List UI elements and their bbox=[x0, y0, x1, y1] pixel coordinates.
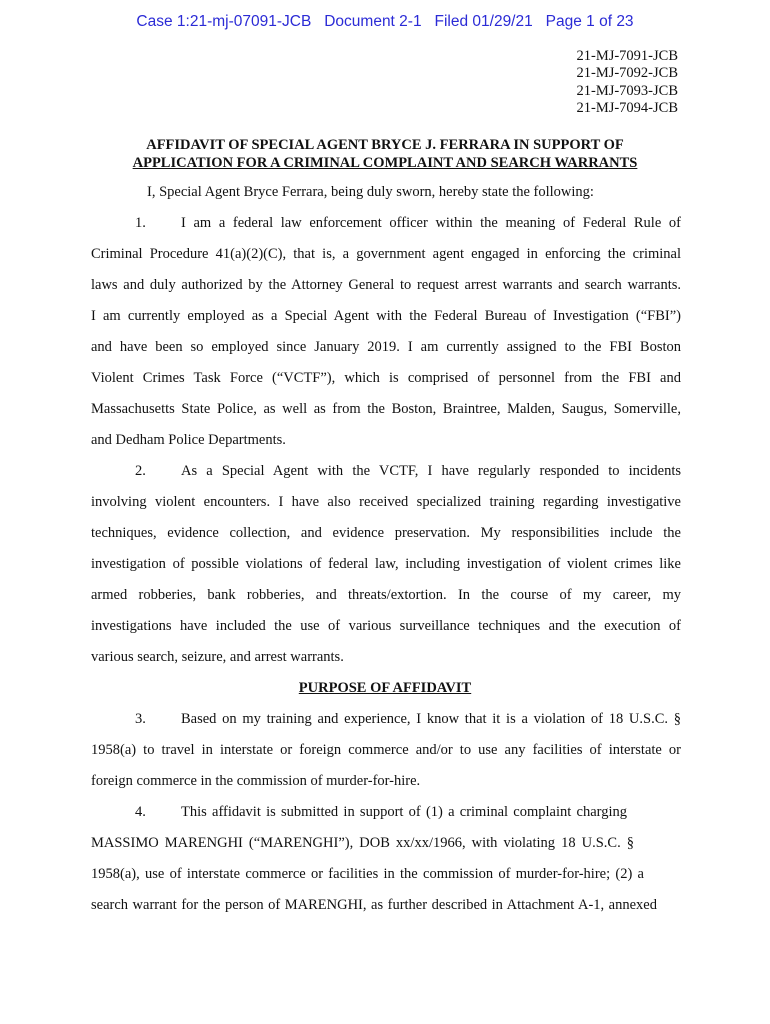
paragraph-number: 4. bbox=[135, 804, 146, 820]
case-number: 21-MJ-7093-JCB bbox=[576, 82, 678, 99]
paragraph-2-line: techniques, evidence collection, and evidence preservation. My responsibilities include the bbox=[91, 525, 681, 541]
paragraph-1-line: and Dedham Police Departments. bbox=[91, 432, 286, 448]
paragraph-4-line: search warrant for the person of MARENGHI, as further described in Attachment A-1, annexed bbox=[91, 897, 657, 913]
case-number-block bbox=[576, 48, 678, 117]
paragraph-2-line: various search, seizure, and arrest warrants. bbox=[91, 649, 344, 665]
title-line-2: APPLICATION FOR A CRIMINAL COMPLAINT AND SEARCH WARRANTS bbox=[132, 155, 638, 171]
case-number: 21-MJ-7094-JCB bbox=[576, 99, 678, 116]
paragraph-3-line: foreign commerce in the commission of murder-for-hire. bbox=[91, 773, 421, 789]
affidavit-title bbox=[0, 136, 770, 172]
paragraph-2-line: investigations have included the use of various surveillance techniques and the execution of bbox=[91, 618, 681, 634]
paragraph-2-line: investigation of possible violations of federal law, including investigation of violent crimes like bbox=[91, 556, 681, 572]
intro-sentence: I, Special Agent Bryce Ferrara, being duly sworn, hereby state the following: bbox=[147, 184, 594, 200]
paragraph-2-first-line: As a Special Agent with the VCTF, I have regularly responded to incidents bbox=[181, 463, 681, 479]
paragraph-1-line: and have been so employed since January 2019. I am currently assigned to the FBI Boston bbox=[91, 339, 681, 355]
case-number: 21-MJ-7091-JCB bbox=[576, 48, 678, 64]
case-number: 21-MJ-7092-JCB bbox=[576, 65, 678, 82]
paragraph-1-line: laws and duly authorized by the Attorney General to request arrest warrants and search warrants. bbox=[91, 277, 681, 293]
paragraph-4-first-line: This affidavit is submitted in support of (1) a criminal complaint charging bbox=[181, 804, 627, 820]
paragraph-4-line: MASSIMO MARENGHI (“MARENGHI”), DOB xx/xx/1966, with violating 18 U.S.C. § bbox=[91, 835, 634, 851]
paragraph-number: 3. bbox=[135, 711, 146, 727]
paragraph-4-line: 1958(a), use of interstate commerce or facilities in the commission of murder-for-hire; (2) a bbox=[91, 866, 644, 882]
paragraph-1-line: Massachusetts State Police, as well as from the Boston, Braintree, Malden, Saugus, Somerville, bbox=[91, 401, 681, 417]
paragraph-3-line: 1958(a) to travel in interstate or foreign commerce and/or to use any facilities of interstate or bbox=[91, 742, 681, 758]
paragraph-number: 1. bbox=[135, 215, 146, 231]
paragraph-2-line: involving violent encounters. I have also received specialized training regarding investigative bbox=[91, 494, 681, 510]
ecf-filing-header: Case 1:21-mj-07091-JCB Document 2-1 Filed 01/29/21 Page 1 of 23 bbox=[136, 13, 634, 30]
paragraph-3-first-line: Based on my training and experience, I know that it is a violation of 18 U.S.C. § bbox=[181, 711, 681, 727]
paragraph-1-line: I am currently employed as a Special Agent with the Federal Bureau of Investigation (“FBI”) bbox=[91, 308, 681, 324]
paragraph-1-line: Violent Crimes Task Force (“VCTF”), which is comprised of personnel from the FBI and bbox=[91, 370, 681, 386]
paragraph-2-line: armed robberies, bank robberies, and threats/extortion. In the course of my career, my bbox=[91, 587, 681, 603]
paragraph-1-first-line: I am a federal law enforcement officer within the meaning of Federal Rule of bbox=[181, 215, 681, 231]
section-heading-purpose: PURPOSE OF AFFIDAVIT bbox=[298, 680, 472, 696]
paragraph-number: 2. bbox=[135, 463, 146, 479]
title-line-1: AFFIDAVIT OF SPECIAL AGENT BRYCE J. FERRARA IN SUPPORT OF bbox=[146, 137, 624, 153]
paragraph-1-line: Criminal Procedure 41(a)(2)(C), that is, a government agent engaged in enforcing the criminal bbox=[91, 246, 681, 262]
